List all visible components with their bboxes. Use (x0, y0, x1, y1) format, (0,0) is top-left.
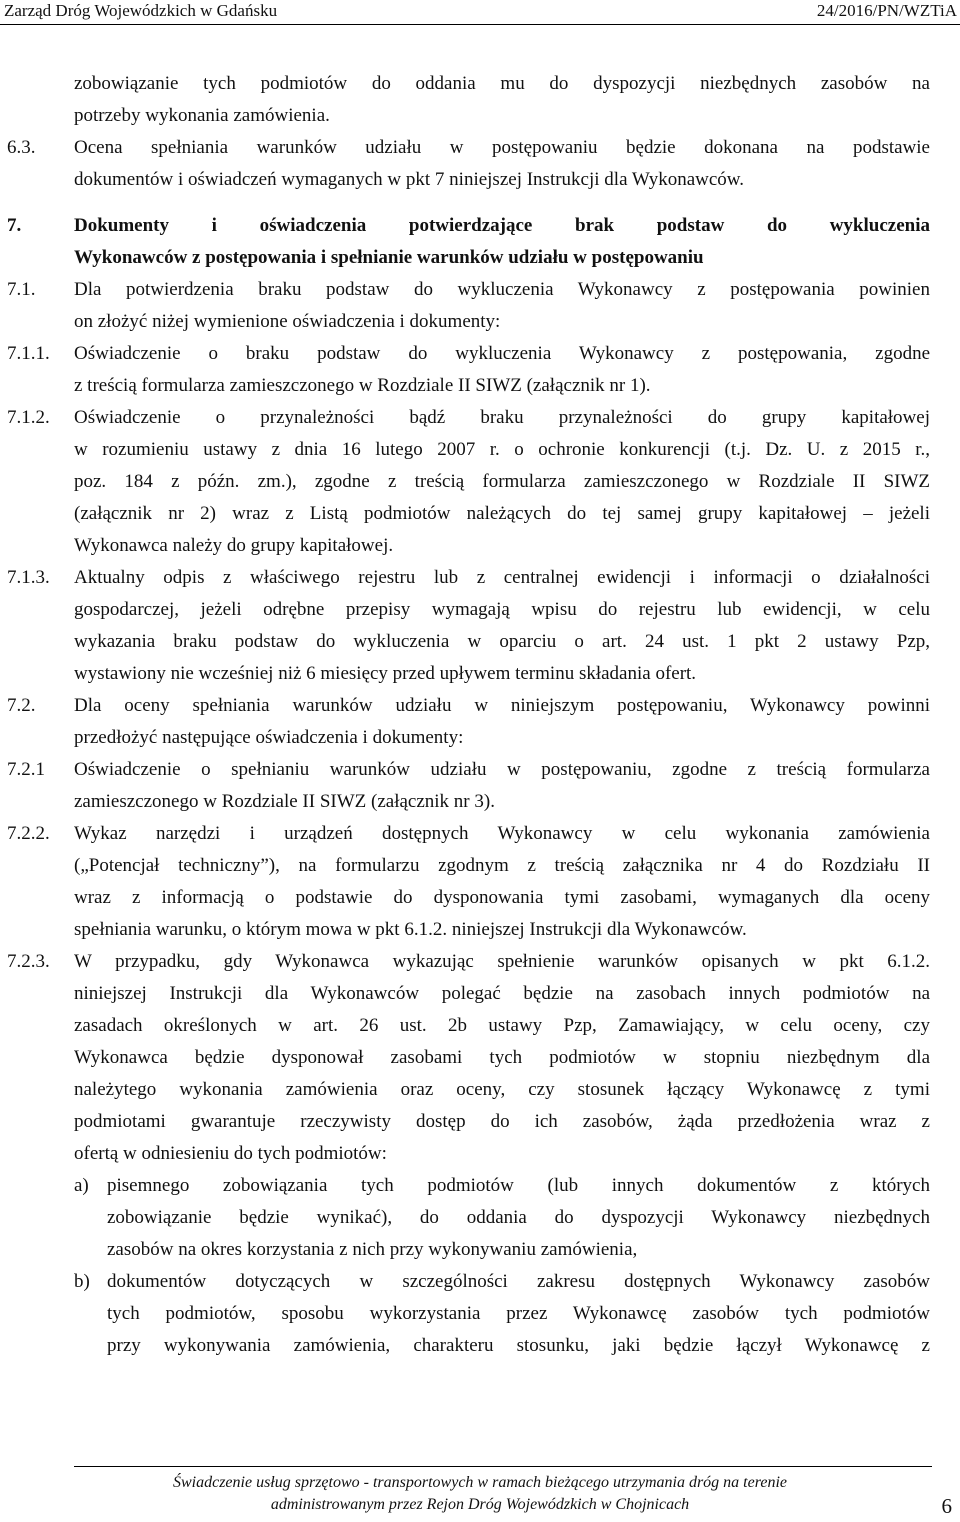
text-line (0, 786, 960, 818)
line-text: Oświadczenie o przynależności bądź braku przynależności do grupy kapitałowej (74, 407, 930, 428)
list-item-label: b) (74, 1271, 90, 1292)
line-text: spełniania warunku, o którym mowa w pkt 6.1.2. niniejszej Instrukcji dla Wykonawców. (74, 919, 747, 940)
section-number: 7.2.3. (7, 951, 50, 972)
text-line (0, 1106, 960, 1138)
header-reference-number: 24/2016/PN/WZTiA (816, 1, 957, 20)
text-line (0, 274, 960, 306)
text-line (0, 1042, 960, 1074)
text-line (0, 100, 960, 132)
line-text: wystawiony nie wcześniej niż 6 miesięcy przed upływem terminu składania ofert. (74, 663, 697, 684)
section-number: 7.2.1 (7, 759, 45, 780)
text-line (0, 402, 960, 434)
footer-line-1: Świadczenie usług sprzętowo - transportowych w ramach bieżącego utrzymania dróg na terenie (172, 1474, 788, 1491)
page-number: 6 (941, 1494, 952, 1518)
line-text: Dokumenty i oświadczenia potwierdzające brak podstaw do wykluczenia (74, 215, 930, 236)
header-rule (0, 24, 960, 25)
line-text: w rozumieniu ustawy z dnia 16 lutego 2007 r. o ochronie konkurencji (t.j. Dz. U. z 2015 r., (74, 439, 930, 460)
line-text: przedłożyć następujące oświadczenia i dokumenty: (74, 727, 464, 748)
section-number: 7.1.3. (7, 567, 50, 588)
list-item-label: a) (74, 1175, 89, 1196)
text-line (0, 132, 960, 164)
line-text: („Potencjał techniczny”), na formularzu zgodnym z treścią załącznika nr 4 do Rozdziału II (74, 855, 930, 876)
text-line (0, 658, 960, 690)
text-line (0, 978, 960, 1010)
text-line (0, 1010, 960, 1042)
line-text: niniejszej Instrukcji dla Wykonawców polegać będzie na zasobach innych podmiotów na (74, 983, 930, 1004)
text-line (0, 626, 960, 658)
line-text: Dla oceny spełniania warunków udziału w niniejszym postępowaniu, Wykonawcy powinni (74, 695, 930, 716)
footer-line-2: administrowanym przez Rejon Dróg Wojewódzkich w Chojnicach (270, 1496, 690, 1513)
text-line (0, 850, 960, 882)
text-line (0, 1074, 960, 1106)
text-line (0, 818, 960, 850)
line-text: (załącznik nr 2) wraz z Listą podmiotów należących do tej samej grupy kapitałowej – jeżeli (74, 503, 930, 524)
list-item-text: zasobów na okres korzystania z nich przy wykonywaniu zamówienia, (107, 1239, 638, 1260)
list-item-text: przy wykonywania zamówienia, charakteru stosunku, jaki będzie łączył Wykonawcę z (107, 1335, 930, 1356)
text-line (0, 498, 960, 530)
section-number: 6.3. (7, 137, 36, 158)
page-footer (0, 1472, 960, 1516)
line-text: Aktualny odpis z właściwego rejestru lub z centralnej ewidencji i informacji o działalności (74, 567, 930, 588)
line-text: podmiotami gwarantuje rzeczywisty dostęp do ich zasobów, żąda przedłożenia wraz z (74, 1111, 930, 1132)
line-text: wraz z informacją o podstawie do dysponowania tymi zasobami, wymaganych dla oceny (74, 887, 930, 908)
text-line (0, 434, 960, 466)
section-number: 7.2. (7, 695, 36, 716)
text-line (0, 370, 960, 402)
text-line (0, 338, 960, 370)
list-item-line (0, 1298, 960, 1330)
line-text: gospodarczej, jeżeli odrębne przepisy wymagają wpisu do rejestru lub ewidencji, w celu (74, 599, 930, 620)
footer-rule (74, 1466, 932, 1467)
line-text: Wykonawca należy do grupy kapitałowej. (74, 535, 394, 556)
text-line (0, 594, 960, 626)
text-line (0, 914, 960, 946)
text-line (0, 68, 960, 100)
line-text: zobowiązanie tych podmiotów do oddania mu do dyspozycji niezbędnych zasobów na (74, 73, 930, 94)
list-item-text: pisemnego zobowiązania tych podmiotów (lub innych dokumentów z których (107, 1175, 930, 1196)
section-number: 7. (7, 215, 22, 236)
section-number: 7.2.2. (7, 823, 50, 844)
line-text: Wykonawców z postępowania i spełnianie warunków udziału w postępowaniu (74, 247, 704, 268)
list-item-text: tych podmiotów, sposobu wykorzystania przez Wykonawcę zasobów tych podmiotów (107, 1303, 930, 1324)
list-item-line (0, 1234, 960, 1266)
list-item-line (0, 1330, 960, 1362)
section-number: 7.1.2. (7, 407, 50, 428)
text-line (0, 946, 960, 978)
line-text: Wykonawca będzie dysponował zasobami tych podmiotów w stopniu niezbędnym dla (74, 1047, 930, 1068)
text-line (0, 754, 960, 786)
line-text: wykazania braku podstaw do wykluczenia w oparciu o art. 24 ust. 1 pkt 2 ustawy Pzp, (74, 631, 930, 652)
line-text: dokumentów i oświadczeń wymaganych w pkt 7 niniejszej Instrukcji dla Wykonawców. (74, 169, 745, 190)
list-item-text: zobowiązanie będzie wynikać), do oddania do dyspozycji Wykonawcy niezbędnych (107, 1207, 930, 1228)
line-text: Ocena spełniania warunków udziału w postępowaniu będzie dokonana na podstawie (74, 137, 930, 158)
line-text: Oświadczenie o spełnianiu warunków udziału w postępowaniu, zgodne z treścią formularza (74, 759, 930, 780)
text-line (0, 530, 960, 562)
list-item-line (0, 1266, 960, 1298)
line-text: Dla potwierdzenia braku podstaw do wykluczenia Wykonawcy z postępowania powinien (74, 279, 930, 300)
line-text: z treścią formularza zamieszczonego w Rozdziale II SIWZ (załącznik nr 1). (74, 375, 651, 396)
line-text: Oświadczenie o braku podstaw do wykluczenia Wykonawcy z postępowania, zgodne (74, 343, 930, 364)
section-number: 7.1.1. (7, 343, 50, 364)
text-line (0, 242, 960, 274)
text-line (0, 466, 960, 498)
document-body (0, 68, 960, 1362)
list-item-text: dokumentów dotyczących w szczególności zakresu dostępnych Wykonawcy zasobów (107, 1271, 930, 1292)
line-text: należytego wykonania zamówienia oraz oceny, czy stosunek łączący Wykonawcę z tymi (74, 1079, 930, 1100)
text-line (0, 690, 960, 722)
page-header (0, 0, 960, 26)
text-line (0, 1138, 960, 1170)
line-text: Wykaz narzędzi i urządzeń dostępnych Wykonawcy w celu wykonania zamówienia (74, 823, 930, 844)
list-item-line (0, 1170, 960, 1202)
text-line (0, 722, 960, 754)
line-text: zasadach określonych w art. 26 ust. 2b ustawy Pzp, Zamawiający, w celu oceny, czy (74, 1015, 930, 1036)
list-item-line (0, 1202, 960, 1234)
line-text: W przypadku, gdy Wykonawca wykazując spełnienie warunków opisanych w pkt 6.1.2. (74, 951, 930, 972)
header-organization: Zarząd Dróg Wojewódzkich w Gdańsku (4, 1, 278, 20)
text-line (0, 562, 960, 594)
line-text: potrzeby wykonania zamówienia. (74, 105, 330, 126)
line-text: on złożyć niżej wymienione oświadczenia i dokumenty: (74, 311, 501, 332)
line-text: ofertą w odniesieniu do tych podmiotów: (74, 1143, 387, 1164)
text-line (0, 164, 960, 196)
line-text: zamieszczonego w Rozdziale II SIWZ (załącznik nr 3). (74, 791, 495, 812)
line-text: poz. 184 z późn. zm.), zgodne z treścią formularza zamieszczonego w Rozdziale II SIWZ (74, 471, 930, 492)
section-number: 7.1. (7, 279, 36, 300)
text-line (0, 210, 960, 242)
text-line (0, 882, 960, 914)
text-line (0, 306, 960, 338)
